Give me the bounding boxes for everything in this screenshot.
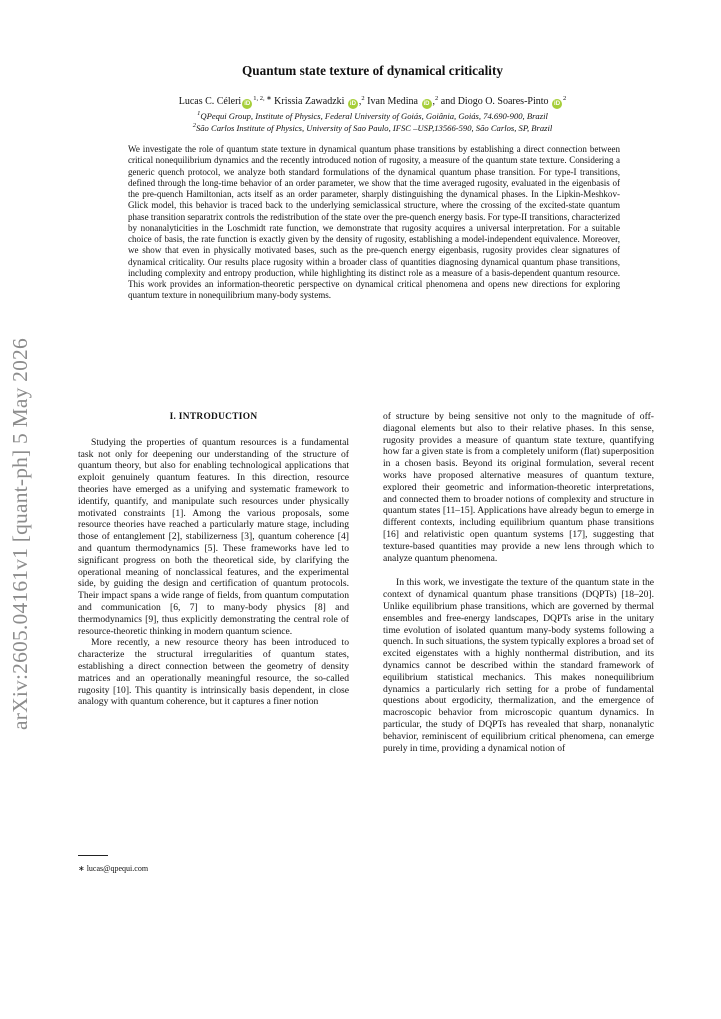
author-list: Lucas C. Céleri $iD^{1, 2, ∗}$ Krissia Zawadzki iD ,$^2$ Ivan Medina iD ,$^2$ and Diogo O. Soares-Pinto $iD^2$	[178, 95, 567, 107]
arxiv-identifier-stamp: arXiv:2605.04161v1 [quant-ph] 5 May 2026	[8, 338, 32, 730]
author-affiliation-marks: 2	[563, 95, 567, 102]
author-name: Lucas C. Céleri	[178, 96, 242, 107]
affiliation-2: $^2$São Carlos Institute of Physics, University of Sao Paulo, IFSC –USP,13566-590, São Carlos, SP, Brazil	[192, 122, 553, 133]
author-affiliation-marks: 2	[361, 95, 365, 102]
orcid-icon[interactable]: iD	[423, 101, 430, 107]
right-column	[383, 411, 654, 754]
paragraph: More recently, a new resource theory has been introduced to characterize the structural irregularities of quantum states, establishing a direct connection between the geometry of density matrices and an operationally meaningful resource, the so-called rugosity [10]. This quantity is intrinsically basis dependent, in close analogy with quantum coherence, but it captures a finer notion	[78, 637, 349, 708]
orcid-icon[interactable]: iD	[349, 101, 356, 107]
left-column	[78, 412, 349, 708]
paragraph: of structure by being sensitive not only to the magnitude of off-diagonal elements but also to their relative phases. In this sense, rugosity provides a measure of quantum state texture, quantifying how far a given state is from a completely uniform (flat) superposition in a chosen basis. Beyond its original formulation, several recent works have proposed alternative measures of quantum texture, explored their geometric and information-theoretic interpretations, and connected them to broader notions of complexity and structure in quantum states [11–15]. Applications have already begun to emerge in different contexts, including equilibrium quantum phase transitions [16] and relativistic open quantum systems [17], suggesting that texture-based quantities may provide a new lens through which to analyze quantum phenomena.	[383, 411, 654, 564]
paper-title: Quantum state texture of dynamical criticality	[242, 63, 503, 78]
author-name: Ivan Medina	[367, 96, 418, 107]
paragraph-gap	[383, 564, 654, 577]
footnote-email[interactable]: ∗ lucas@qpequi.com	[78, 864, 149, 873]
section-heading: I. INTRODUCTION	[169, 412, 258, 422]
paragraph: In this work, we investigate the texture of the quantum state in the context of dynamical quantum phase transitions (DQPTs) [18–20]. Unlike equilibrium phase transitions, which are governed by thermal ensembles and free-energy landscapes, DQPTs arise in the unitary time evolution of isolated quantum many-body systems following a quench. In such situations, the system typically explores a broad set of excited eigenstates with a highly nonthermal distribution, and its dynamics cannot be described within the standard framework of equilibrium statistical mechanics. This makes nonequilibrium dynamics a particularly rich setting for a probe of fundamental questions about ergodicity, thermalization, and the emergence of macroscopic behavior from microscopic quantum dynamics. In particular, the study of DQPTs has revealed that sharp, nonanalytic behavior, reminiscent of equilibrium critical phenomena, can emerge purely in time, providing a dynamical notion of	[383, 577, 654, 754]
author-affiliation-marks: 2	[435, 95, 439, 102]
author-name: Krissia Zawadzki	[274, 96, 345, 107]
abstract: We investigate the role of quantum state texture in dynamical quantum phase transitions by establishing a direct connection between critical nonequilibrium dynamics and the recently introduced notion of rugosity, a measure of the quantum state texture. Considering a generic quench protocol, we analyze both standard formulations of the dynamical quantum phase transition. For type-I transitions, defined through the long-time behavior of an order parameter, we show that the time averaged rugosity, evaluated in the eigenbasis of the pre-quench Hamiltonian, acts itself as an order parameter, sharply distinguishing the dynamical phases. In the Lipkin-Meshkov-Glick model, this behavior is traced back to the underlying semiclassical structure, where the crossing of the excited-state quantum phase transition separatrix controls the redistribution of the state over the pre-quench energy basis. For type-II transitions, characterized by nonanalyticities in the Loschmidt rate function, we demonstrate that rugosity acquires a universal interpretation. For a suitable choice of basis, the rate function is exactly given by the density of rugosity, establishing a model-independent equivalence. Moreover, we show that even in physically motivated bases, such as the pre-quench energy eigenbasis, rugosity provides clear signatures of dynamical criticality. Our results place rugosity within a broader class of quantities diagnosing dynamical quantum phase transitions, including complexity and entropy production, while highlighting its distinct role as a measure of a basis-dependent quantum resource. This work provides an information-theoretic perspective on dynamical critical phenomena and opens new directions for exploring quantum texture in nonequilibrium many-body systems.	[128, 144, 620, 301]
orcid-icon[interactable]: iD	[554, 101, 561, 107]
author-name: and Diogo O. Soares-Pinto	[440, 96, 549, 107]
paragraph: Studying the properties of quantum resources is a fundamental task not only for deepening our understanding of the structure of quantum theory, but also for enabling technological applications that exploit genuinely quantum features. In this direction, resource theories have emerged as a unifying and systematic framework to identify, quantify, and manipulate such resources under physically motivated constraints [1]. Among the various proposals, some resource theories have reached a particularly mature stage, including those of entanglement [2], stabilizerness [3], quantum coherence [4] and quantum thermodynamics [5]. These frameworks have led to significant progress on both the theoretical side, by clarifying the operational meaning of nonclassical features, and the experimental side, by guiding the design and certification of quantum protocols. Their impact spans a wide range of fields, from quantum computation and communication [6, 7] to many-body physics [8] and thermodynamics [9], thus explicitly demonstrating the central role of resource-theoretic thinking in modern quantum science.	[78, 436, 349, 637]
author-affiliation-marks: 1, 2, ∗	[253, 95, 272, 102]
orcid-icon[interactable]: iD	[244, 101, 251, 107]
affiliation-1: $^1$QPequi Group, Institute of Physics, Federal University of Goiás, Goiânia, Goiás, 74.690-900, Brazil	[197, 110, 548, 121]
footnote-rule	[78, 855, 108, 856]
